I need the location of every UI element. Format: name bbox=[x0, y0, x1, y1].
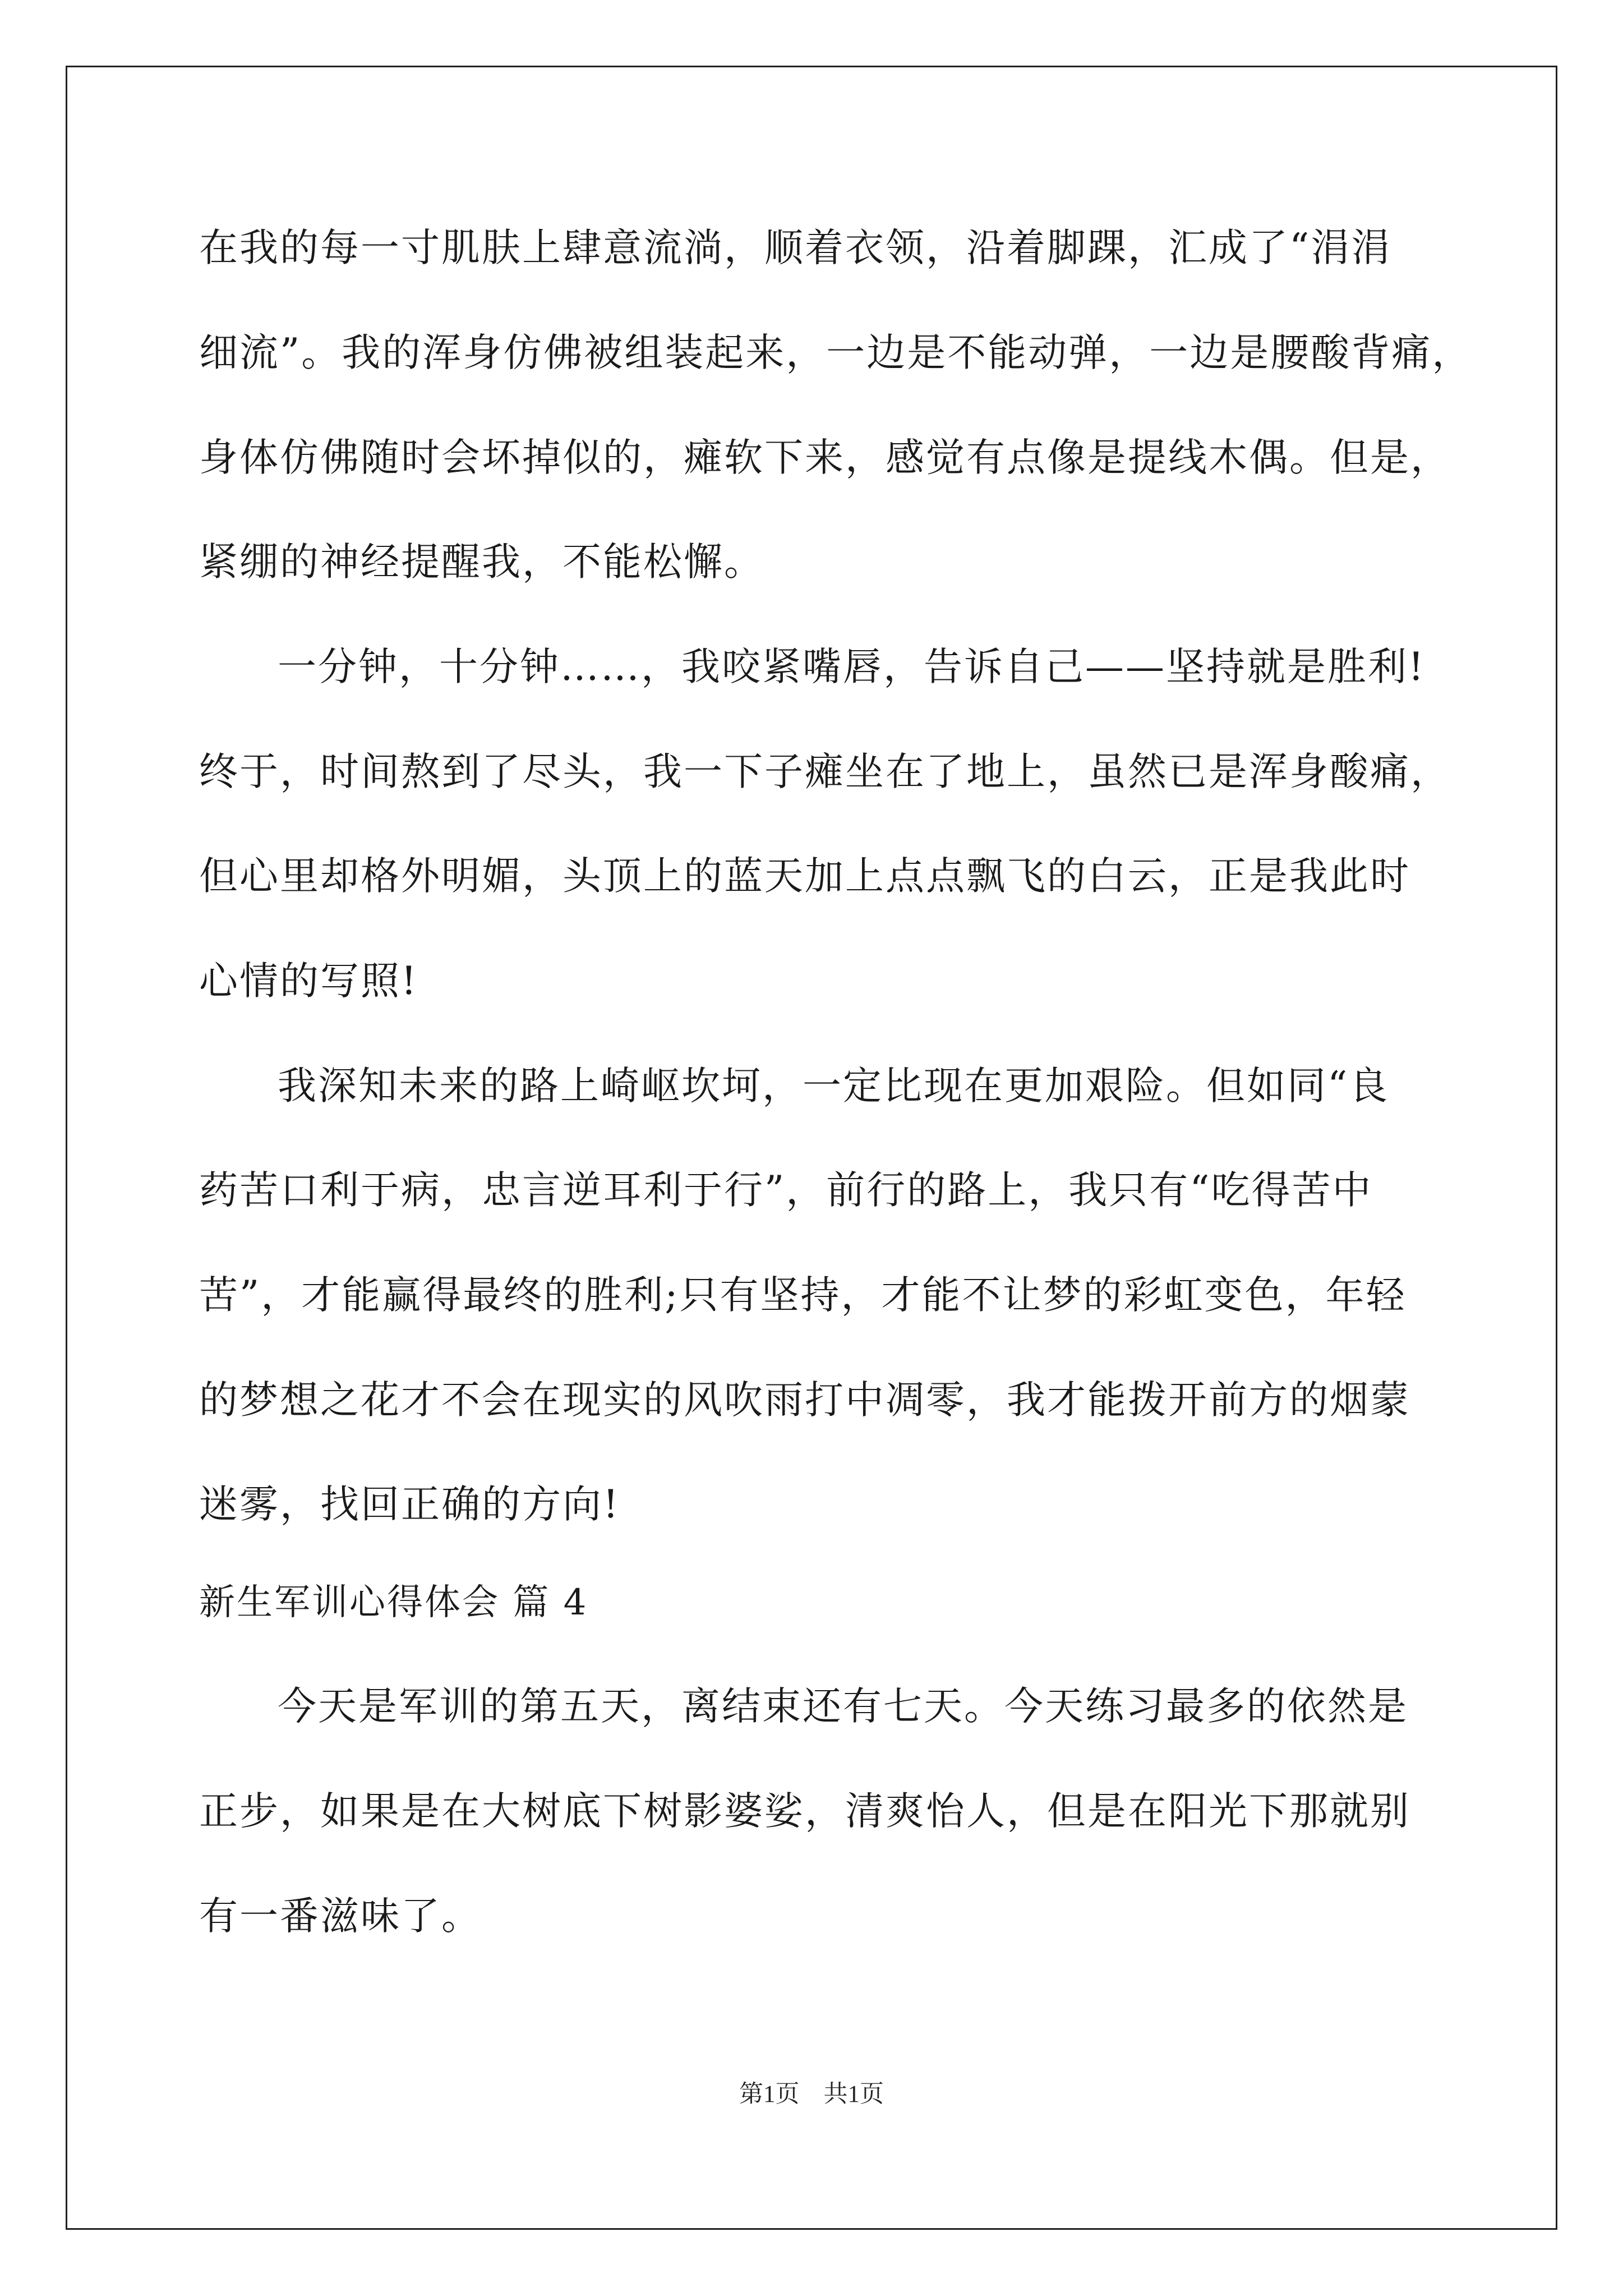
text-line: 的梦想之花才不会在现实的风吹雨打中凋零，我才能拨开前方的烟蒙 bbox=[199, 1378, 1410, 1423]
text-line: 在我的每一寸肌肤上肆意流淌，顺着衣领，沿着脚踝，汇成了“涓涓 bbox=[199, 226, 1392, 270]
text-line: 心情的写照! bbox=[199, 959, 418, 1004]
text-line: 药苦口利于病，忠言逆耳利于行”，前行的路上，我只有“吃得苦中 bbox=[199, 1168, 1373, 1213]
text-line: 但心里却格外明媚，头顶上的蓝天加上点点飘飞的白云，正是我此时 bbox=[199, 854, 1410, 899]
section-heading: 新生军训心得体会 篇 4 bbox=[199, 1582, 588, 1623]
text-line: 终于，时间熬到了尽头，我一下子瘫坐在了地上，虽然已是浑身酸痛， bbox=[199, 749, 1451, 794]
text-line: 细流”。我的浑身仿佛被组装起来，一边是不能动弹，一边是腰酸背痛， bbox=[199, 330, 1473, 375]
text-line: 我深知未来的路上崎岖坎坷，一定比现在更加艰险。但如同“良 bbox=[278, 1064, 1390, 1108]
text-line: 身体仿佛随时会坏掉似的，瘫软下来，感觉有点像是提线木偶。但是， bbox=[199, 435, 1451, 480]
text-line: 一分钟，十分钟……，我咬紧嘴唇，告诉自己——坚持就是胜利! bbox=[278, 645, 1426, 689]
text-line: 紧绷的神经提醒我，不能松懈。 bbox=[199, 540, 764, 585]
text-line: 有一番滋味了。 bbox=[199, 1894, 482, 1939]
text-line: 今天是军训的第五天，离结束还有七天。今天练习最多的依然是 bbox=[278, 1684, 1408, 1729]
text-line: 正步，如果是在大树底下树影婆娑，清爽怡人，但是在阳光下那就别 bbox=[199, 1789, 1410, 1834]
text-line: 苦”，才能赢得最终的胜利;只有坚持，才能不让梦的彩虹变色，年轻 bbox=[199, 1273, 1407, 1318]
page-number-footer: 第1页 共1页 bbox=[739, 2081, 884, 2108]
text-line: 迷雾，找回正确的方向! bbox=[199, 1482, 620, 1527]
